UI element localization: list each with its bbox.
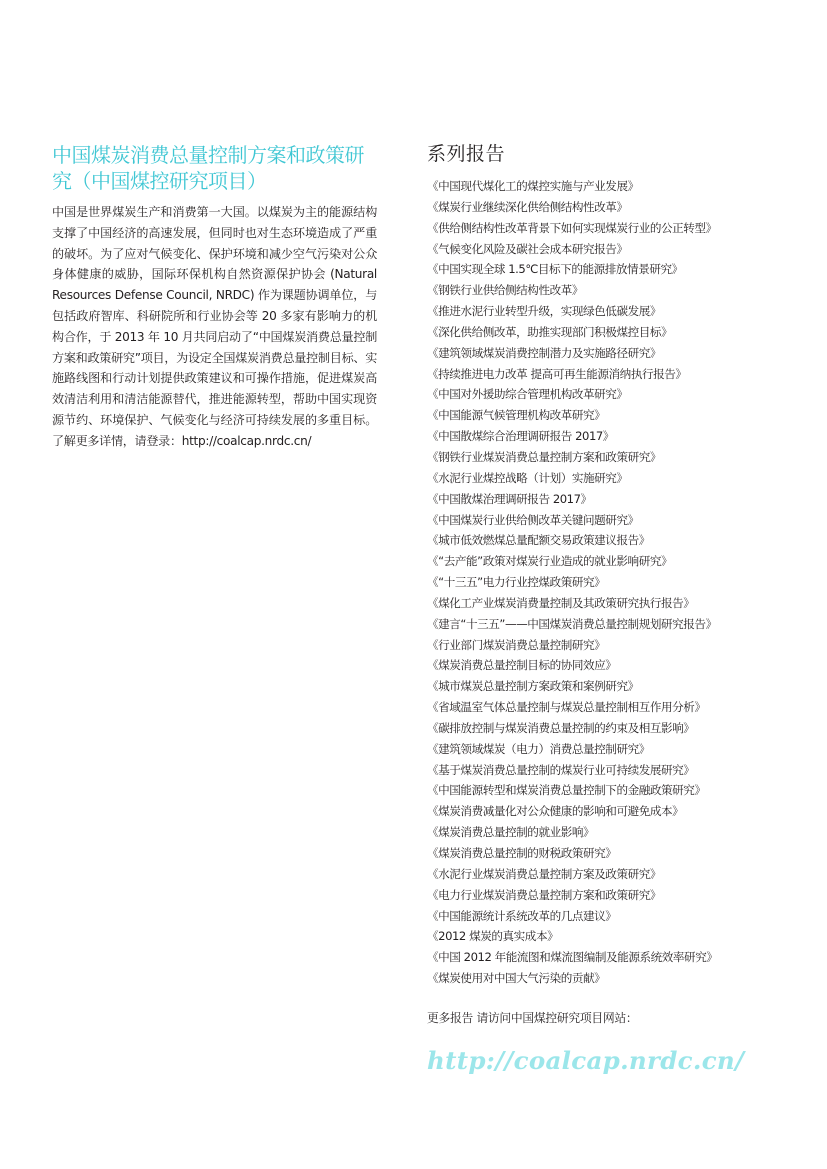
report-item: 《行业部门煤炭消费总量控制研究》 <box>427 637 606 652</box>
report-item: 《2012 煤炭的真实成本》 <box>427 929 559 944</box>
report-item: 《煤炭消费总量控制目标的协同效应》 <box>427 658 617 673</box>
project-website-link[interactable]: http://coalcap.nrdc.cn/ <box>427 1046 745 1075</box>
series-reports <box>427 142 797 989</box>
report-item: 《持续推进电力改革 提高可再生能源消纳执行报告》 <box>427 366 687 381</box>
report-item: 《供给侧结构性改革背景下如何实现煤炭行业的公正转型》 <box>427 220 717 235</box>
report-item: 《钢铁行业煤炭消费总量控制方案和政策研究》 <box>427 449 662 464</box>
report-item: 《中国散煤治理调研报告 2017》 <box>427 491 592 506</box>
report-item: 《中国能源统计系统改革的几点建议》 <box>427 908 617 923</box>
report-item: 《碳排放控制与煤炭消费总量控制的约束及相互影响》 <box>427 720 695 735</box>
report-item: 《煤炭行业继续深化供给侧结构性改革》 <box>427 199 628 214</box>
report-item: 《城市低效燃煤总量配额交易政策建议报告》 <box>427 533 650 548</box>
report-item: 《中国实现全球 1.5℃目标下的能源排放情景研究》 <box>427 262 683 277</box>
project-description: 中国是世界煤炭生产和消费第一大国。以煤炭为主的能源结构支撑了中国经济的高速发展，但同时也对生态环境造成了严重的破坏。为了应对气候变化、保护环境和减少空气污染对公众身体健康的威胁，国际环保机构自然资源保护协会 (Natural Resources Defense Council, NRDC) 作为课题协调单位，与包括政府智库、科研院所和行业协会等 20 多家有影响力的机构合作，于 2013 年 10 月共同启动了“中国煤炭消费总量控制方案和政策研究”项目，为设定全国煤炭消费总量控制目标、实施路线图和行动计划提供政策建议和可操作措施，促进煤炭高效清洁利用和清洁能源替代，推进能源转型，帮助中国实现资源节约、环境保护、气候变化与经济可持续发展的多重目标。了解更多详情，请登录：http://coalcap.nrdc.cn/ <box>52 205 377 448</box>
report-item: 《钢铁行业供给侧结构性改革》 <box>427 283 584 298</box>
report-item: 《中国能源转型和煤炭消费总量控制下的金融政策研究》 <box>427 783 706 798</box>
report-item: 《中国煤炭行业供给侧改革关键问题研究》 <box>427 512 639 527</box>
report-item: 《城市煤炭总量控制方案政策和案例研究》 <box>427 679 639 694</box>
report-item: 《深化供给侧改革，助推实现部门积极煤控目标》 <box>427 324 673 339</box>
report-item: 《基于煤炭消费总量控制的煤炭行业可持续发展研究》 <box>427 762 695 777</box>
report-item: 《煤炭消费总量控制的财税政策研究》 <box>427 846 617 860</box>
report-item: 《中国散煤综合治理调研报告 2017》 <box>427 429 614 444</box>
report-item: 《中国对外援助综合管理机构改革研究》 <box>427 387 628 402</box>
project-intro <box>52 142 377 452</box>
report-item: 《煤炭消费总量控制的就业影响》 <box>427 825 595 840</box>
report-item: 《水泥行业煤炭消费总量控制方案及政策研究》 <box>427 866 662 881</box>
report-item: 《“十三五”电力行业控煤政策研究》 <box>427 575 606 590</box>
report-item: 《煤化工产业煤炭消费量控制及其政策研究执行报告》 <box>427 595 695 610</box>
report-item: 《建筑领域煤炭消费控制潜力及实施路径研究》 <box>427 345 662 360</box>
report-list <box>427 176 797 989</box>
report-item: 《水泥行业煤控战略（计划）实施研究》 <box>427 470 628 485</box>
report-item: 《煤炭消费减量化对公众健康的影响和可避免成本》 <box>427 804 684 819</box>
project-title: 中国煤炭消费总量控制方案和政策研究（中国煤控研究项目） <box>52 143 364 193</box>
report-item: 《中国现代煤化工的煤控实施与产业发展》 <box>427 179 639 193</box>
report-item: 《建言“十三五”——中国煤炭消费总量控制规划研究报告》 <box>427 616 717 631</box>
report-item: 《中国能源气候管理机构改革研究》 <box>427 408 606 423</box>
report-item: 《煤炭使用对中国大气污染的贡献》 <box>427 971 606 986</box>
report-item: 《“去产能”政策对煤炭行业造成的就业影响研究》 <box>427 554 673 569</box>
report-item: 《中国 2012 年能流图和煤流图编制及能源系统效率研究》 <box>427 950 718 965</box>
report-item: 《气候变化风险及碳社会成本研究报告》 <box>427 241 628 256</box>
report-item: 《建筑领域煤炭（电力）消费总量控制研究》 <box>427 741 650 756</box>
series-heading: 系列报告 <box>427 143 506 165</box>
report-item: 《省域温室气体总量控制与煤炭总量控制相互作用分析》 <box>427 700 706 715</box>
report-item: 《电力行业煤炭消费总量控制方案和政策研究》 <box>427 887 662 902</box>
more-reports-label: 更多报告 请访问中国煤控研究项目网站： <box>427 1011 638 1025</box>
report-item: 《推进水泥行业转型升级，实现绿色低碳发展》 <box>427 304 662 319</box>
